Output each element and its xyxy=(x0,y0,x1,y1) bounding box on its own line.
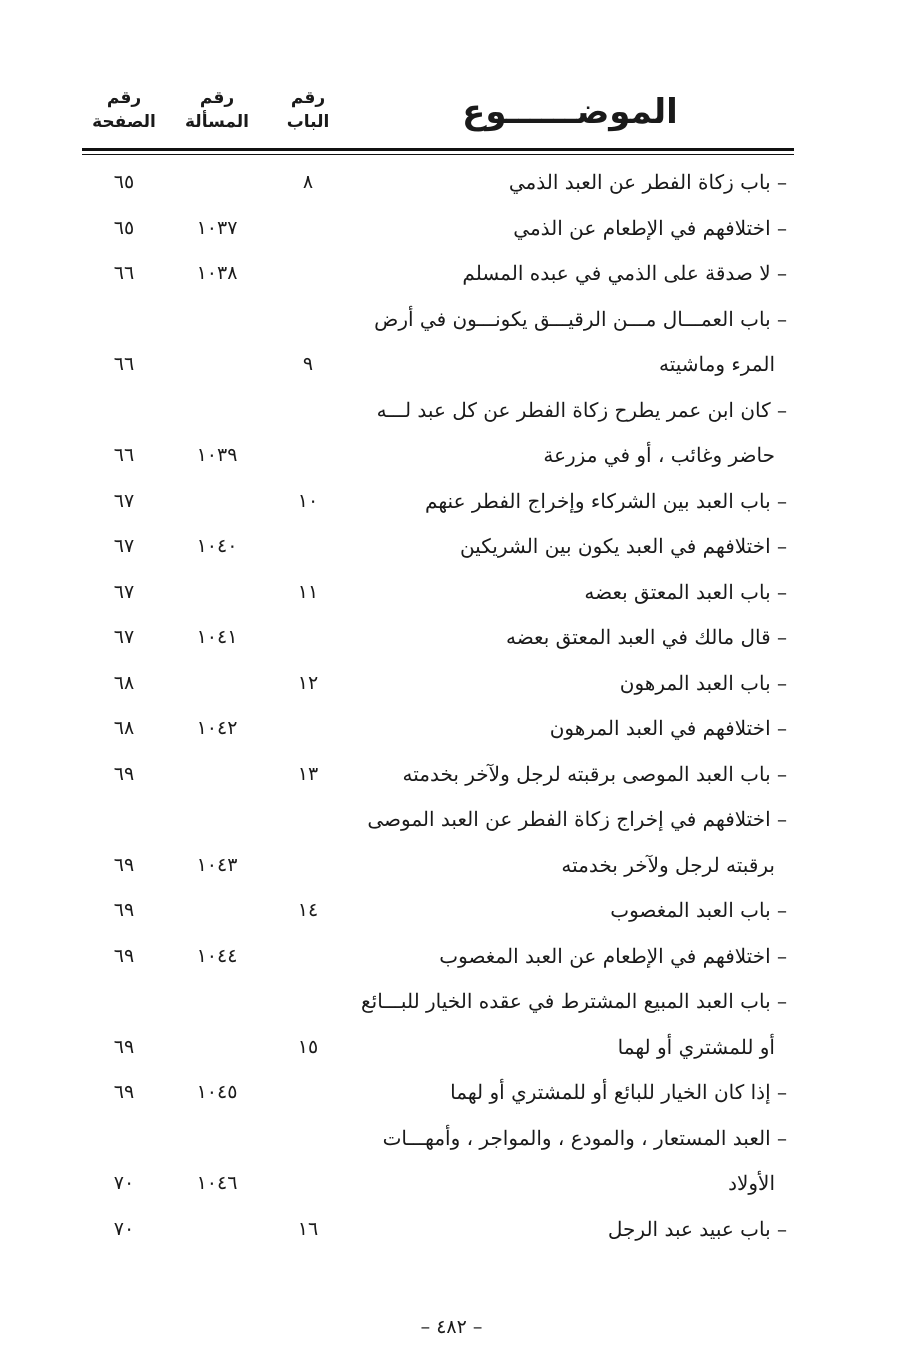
chapter-cell xyxy=(280,797,336,843)
page-cell: ٦٩ xyxy=(113,899,135,921)
header-issue-line1: رقم xyxy=(199,88,235,108)
table-row xyxy=(0,661,903,707)
topic-cell: – العبد المستعار ، والمودع ، والمواجر ، وأمهـــات xyxy=(382,1125,787,1150)
chapter-cell xyxy=(280,615,336,661)
topic-cell: – لا صدقة على الذمي في عبده المسلم xyxy=(462,261,787,285)
chapter-cell: ١١ xyxy=(297,580,319,603)
table-row xyxy=(0,1207,903,1253)
table-row xyxy=(0,1161,903,1207)
table-row xyxy=(0,1116,903,1162)
page-cell: ٦٧ xyxy=(113,535,135,557)
issue-cell: ١٠٤٢ xyxy=(196,717,238,739)
page-cell xyxy=(90,297,158,343)
page-cell: ٦٩ xyxy=(113,1035,135,1058)
topic-cell: برقبته لرجل ولآخر بخدمته xyxy=(561,852,775,877)
chapter-cell: ١٢ xyxy=(297,671,319,694)
page-cell xyxy=(90,979,158,1025)
chapter-cell: ١٤ xyxy=(297,899,319,921)
page-cell xyxy=(90,1116,158,1162)
page-cell xyxy=(90,388,158,434)
page-number: – ٤٨٢ – xyxy=(420,1316,483,1338)
page-cell: ٦٧ xyxy=(113,489,135,512)
table-row xyxy=(0,706,903,752)
chapter-cell xyxy=(280,979,336,1025)
table-row xyxy=(0,342,903,388)
table-row xyxy=(0,797,903,843)
page-cell: ٦٥ xyxy=(113,216,135,239)
topic-cell: – اختلافهم في الإطعام عن الذمي xyxy=(513,215,787,240)
table-row xyxy=(0,479,903,525)
table-row xyxy=(0,570,903,616)
header-chapter-line2: الباب xyxy=(286,112,330,132)
issue-cell xyxy=(174,797,260,843)
chapter-cell: ١٣ xyxy=(297,762,319,785)
topic-cell: – باب العبد المغصوب xyxy=(610,898,787,922)
table-row xyxy=(0,1025,903,1071)
issue-cell xyxy=(174,342,260,388)
table-row xyxy=(0,388,903,434)
chapter-cell: ٩ xyxy=(302,353,314,375)
table-row xyxy=(0,615,903,661)
issue-cell xyxy=(174,479,260,525)
chapter-cell xyxy=(280,433,336,479)
table-row xyxy=(0,160,903,206)
issue-cell: ١٠٣٩ xyxy=(196,444,238,466)
chapter-cell xyxy=(280,388,336,434)
header-chapter-number xyxy=(280,86,336,146)
page-cell: ٦٩ xyxy=(113,944,135,967)
chapter-cell: ١٦ xyxy=(297,1217,319,1240)
topic-cell: أو للمشتري أو لهما xyxy=(617,1034,775,1059)
header-chapter-line1: رقم xyxy=(290,88,326,108)
issue-cell xyxy=(174,297,260,343)
chapter-cell xyxy=(280,1161,336,1207)
chapter-cell: ١٠ xyxy=(297,489,319,512)
issue-cell xyxy=(174,160,260,206)
chapter-cell xyxy=(280,843,336,889)
page-cell: ٦٧ xyxy=(113,580,135,603)
page-cell xyxy=(90,797,158,843)
issue-cell: ١٠٤٣ xyxy=(196,853,238,876)
table-row xyxy=(0,251,903,297)
chapter-cell xyxy=(280,206,336,252)
topic-cell: – باب العبد المعتق بعضه xyxy=(584,579,787,604)
issue-cell: ١٠٣٧ xyxy=(196,216,238,239)
issue-cell xyxy=(174,888,260,934)
index-table xyxy=(0,160,903,1252)
table-row xyxy=(0,934,903,980)
header-page-line1: رقم xyxy=(106,88,142,108)
header-topic: الموضــــــوع xyxy=(462,92,678,132)
topic-cell: الأولاد xyxy=(728,1171,775,1195)
chapter-cell xyxy=(280,934,336,980)
page-cell: ٦٦ xyxy=(113,353,135,375)
issue-cell: ١٠٣٨ xyxy=(196,262,238,284)
page-cell: ٦٦ xyxy=(113,444,135,466)
chapter-cell: ٨ xyxy=(302,171,314,193)
chapter-cell xyxy=(280,1116,336,1162)
page-cell: ٧٠ xyxy=(113,1217,135,1240)
page-cell: ٦٧ xyxy=(113,626,135,648)
topic-cell: – اختلافهم في الإطعام عن العبد المغصوب xyxy=(439,943,787,968)
header-rule-thick xyxy=(82,148,794,151)
table-row xyxy=(0,752,903,798)
chapter-cell xyxy=(280,297,336,343)
issue-cell: ١٠٤٦ xyxy=(196,1172,238,1194)
chapter-cell xyxy=(280,524,336,570)
topic-cell: – باب العبد المبيع المشترط في عقده الخيار للبـــائع xyxy=(361,989,787,1013)
header-issue-number xyxy=(178,86,256,146)
chapter-cell xyxy=(280,706,336,752)
topic-cell: – باب العبد المرهون xyxy=(619,670,787,695)
issue-cell: ١٠٤٥ xyxy=(196,1081,238,1103)
issue-cell xyxy=(174,1025,260,1071)
issue-cell xyxy=(174,979,260,1025)
chapter-cell: ١٥ xyxy=(297,1035,319,1058)
chapter-cell xyxy=(280,1070,336,1116)
topic-cell: – كان ابن عمر يطرح زكاة الفطر عن كل عبد لـــه xyxy=(376,397,787,422)
page-cell: ٦٨ xyxy=(113,671,135,694)
table-row xyxy=(0,524,903,570)
issue-cell: ١٠٤١ xyxy=(196,626,238,648)
page-cell: ٦٩ xyxy=(113,1081,135,1103)
issue-cell xyxy=(174,1116,260,1162)
topic-cell: – إذا كان الخيار للبائع أو للمشتري أو لهما xyxy=(450,1080,787,1104)
issue-cell: ١٠٤٤ xyxy=(196,944,238,967)
header-page-number xyxy=(88,86,160,146)
issue-cell xyxy=(174,661,260,707)
table-row xyxy=(0,843,903,889)
table-row xyxy=(0,297,903,343)
page-cell: ٦٩ xyxy=(113,762,135,785)
page-cell: ٦٩ xyxy=(113,853,135,876)
issue-cell: ١٠٤٠ xyxy=(196,535,238,557)
issue-cell xyxy=(174,570,260,616)
topic-cell: – باب زكاة الفطر عن العبد الذمي xyxy=(508,170,787,194)
page-cell: ٦٨ xyxy=(113,717,135,739)
header-issue-line2: المسألة xyxy=(185,112,249,132)
issue-cell xyxy=(174,752,260,798)
topic-cell: – باب العبد بين الشركاء وإخراج الفطر عنهم xyxy=(425,488,787,513)
topic-cell: – قال مالك في العبد المعتق بعضه xyxy=(505,625,787,649)
topic-cell: – اختلافهم في العبد المرهون xyxy=(549,716,787,740)
header-rule-thin xyxy=(82,154,794,155)
table-row xyxy=(0,206,903,252)
header-page-line2: الصفحة xyxy=(92,112,156,132)
topic-cell: – اختلافهم في العبد يكون بين الشريكين xyxy=(459,534,787,558)
topic-cell: – باب العمـــال مـــن الرقيـــق يكونـــون في أرض xyxy=(374,306,787,331)
topic-cell: حاضر وغائب ، أو في مزرعة xyxy=(543,443,775,467)
page-cell: ٦٦ xyxy=(113,262,135,284)
topic-cell: – اختلافهم في إخراج زكاة الفطر عن العبد الموصى xyxy=(367,807,787,831)
topic-cell: – باب عبيد عبد الرجل xyxy=(607,1216,787,1241)
table-row xyxy=(0,979,903,1025)
page-cell: ٦٥ xyxy=(113,171,135,193)
topic-cell: المرء وماشيته xyxy=(658,352,775,376)
table-row xyxy=(0,888,903,934)
table-row xyxy=(0,1070,903,1116)
chapter-cell xyxy=(280,251,336,297)
issue-cell xyxy=(174,388,260,434)
table-row xyxy=(0,433,903,479)
issue-cell xyxy=(174,1207,260,1253)
page-cell: ٧٠ xyxy=(113,1172,135,1194)
topic-cell: – باب العبد الموصى برقبته لرجل ولآخر بخدمته xyxy=(402,761,787,786)
